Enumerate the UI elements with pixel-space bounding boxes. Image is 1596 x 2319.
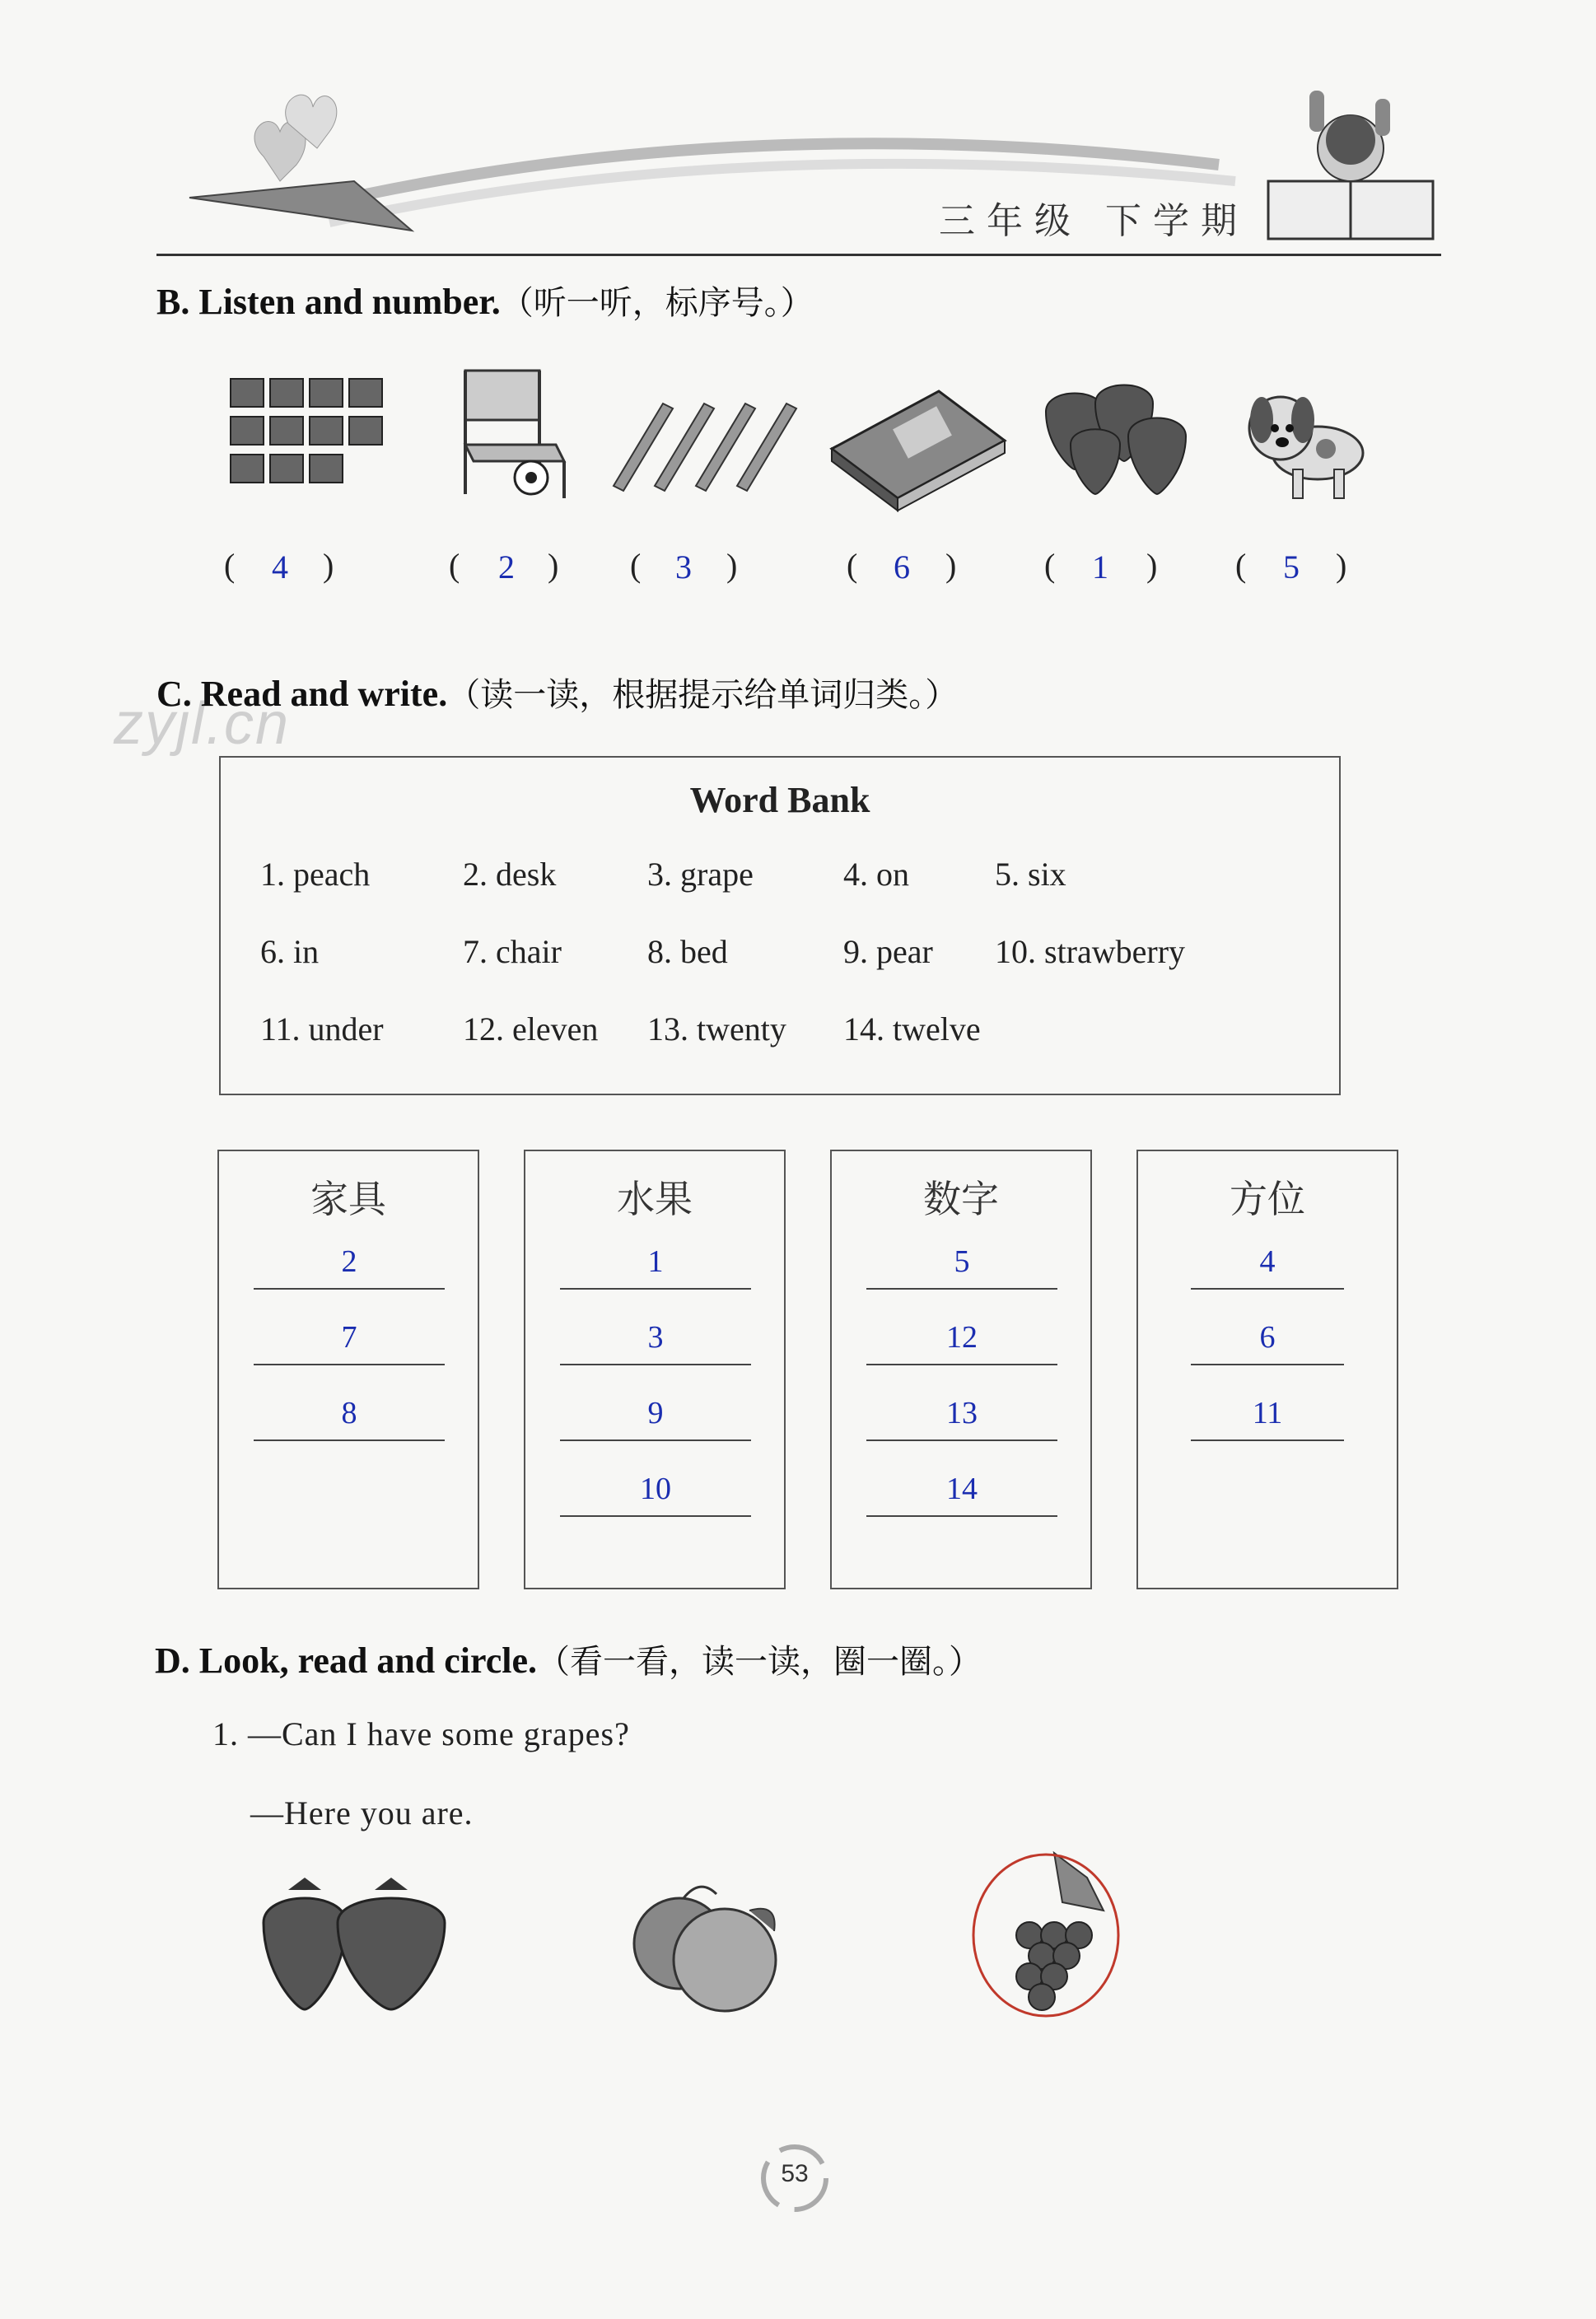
paren-close: ): [945, 547, 957, 584]
answer-line: [254, 1288, 445, 1290]
section-b-title-en: B. Listen and number.: [156, 282, 501, 322]
category-answer: 4: [1259, 1244, 1276, 1279]
question-1-line-1: 1. —Can I have some grapes?: [212, 1715, 630, 1752]
word-item: 10. strawberry: [995, 933, 1186, 970]
answer-line: [254, 1364, 445, 1365]
category-answer: 6: [1259, 1320, 1276, 1355]
paren-close: ): [1146, 547, 1158, 584]
question-1-line-2: —Here you are.: [250, 1794, 474, 1831]
section-b-title: [156, 277, 814, 324]
answer-line: [560, 1288, 751, 1290]
apples-icon[interactable]: [626, 1878, 799, 2018]
answer-line: [560, 1439, 751, 1441]
paren-close: ): [548, 547, 559, 584]
category-answer: 2: [341, 1244, 357, 1279]
answer-4: 6: [894, 548, 910, 586]
chair-with-ball-icon: [457, 362, 581, 511]
answer-2: 2: [498, 548, 515, 586]
balloon-icon: [254, 95, 337, 181]
category-answer: 9: [647, 1396, 664, 1430]
category-title: 家具: [310, 1177, 386, 1221]
answer-line: [866, 1364, 1057, 1365]
word-item: 14. twelve: [843, 1010, 981, 1048]
answer-line: [866, 1288, 1057, 1290]
word-item: 13. twenty: [647, 1010, 786, 1048]
paren-open: (: [630, 547, 642, 584]
paren-close: ): [726, 547, 738, 584]
category-answer: 3: [647, 1320, 664, 1355]
answer-3: 3: [675, 548, 692, 586]
word-item: 3. grape: [647, 856, 754, 893]
strawberries-icon: [1038, 379, 1202, 502]
word-bank-title: Word Bank: [689, 780, 870, 820]
pencils-icon: [605, 387, 803, 502]
category-answer: 7: [341, 1320, 357, 1355]
grapes-icon[interactable]: [964, 1836, 1128, 2018]
books-icon: [222, 362, 395, 511]
word-item: 5. six: [995, 856, 1066, 893]
word-item: 7. chair: [463, 933, 562, 970]
section-c-title-en: C. Read and write.: [156, 674, 448, 714]
answer-line: [1191, 1439, 1344, 1441]
category-answer: 12: [946, 1320, 978, 1355]
header-rule: [156, 254, 1441, 256]
category-box-position: [1136, 1150, 1398, 1589]
girl-reading-icon: [1268, 91, 1433, 239]
grade-label: 三年级 下学期: [939, 200, 1248, 242]
category-answer: 13: [946, 1396, 978, 1430]
paren-close: ): [1336, 547, 1347, 584]
paren-open: (: [1044, 547, 1056, 584]
section-d-title-cn: （看一看，读一读，圈一圈。）: [537, 1643, 982, 1681]
section-c-title-cn: （读一读，根据提示给单词归类。）: [447, 676, 959, 714]
category-answer: 11: [1252, 1396, 1283, 1430]
paren-open: (: [847, 547, 858, 584]
category-answer: 10: [640, 1472, 671, 1506]
paren-open: (: [1235, 547, 1247, 584]
answer-5: 1: [1092, 548, 1108, 586]
word-item: 4. on: [843, 856, 909, 893]
answer-line: [560, 1515, 751, 1517]
word-item: 2. desk: [463, 856, 557, 893]
section-d-title-en: D. Look, read and circle.: [155, 1640, 538, 1681]
section-d-title: [155, 1635, 982, 1682]
word-item: 11. under: [260, 1010, 384, 1048]
watermark: zyjl.cn: [114, 691, 291, 757]
word-item: 9. pear: [843, 933, 933, 970]
word-bank: [219, 756, 1341, 1095]
answer-1: 4: [272, 548, 288, 586]
storybook-icon: [824, 375, 1013, 515]
answer-line: [254, 1439, 445, 1441]
paren-open: (: [449, 547, 460, 584]
header-decoration: [165, 74, 1449, 264]
category-title: 水果: [617, 1177, 693, 1221]
word-item: 1. peach: [260, 856, 371, 893]
word-item: 6. in: [260, 933, 320, 970]
strawberries-icon[interactable]: [255, 1873, 453, 2022]
category-answer: 14: [946, 1472, 978, 1506]
category-title: 数字: [923, 1177, 999, 1221]
answer-line: [1191, 1288, 1344, 1290]
answer-line: [1191, 1364, 1344, 1365]
category-answer: 1: [647, 1244, 664, 1279]
section-c-title: [156, 669, 958, 716]
paren-close: ): [323, 547, 334, 584]
category-box-furniture: [217, 1150, 479, 1589]
category-answer: 5: [954, 1244, 970, 1279]
section-b-title-cn: （听一听，标序号。）: [500, 284, 814, 322]
answer-line: [866, 1515, 1057, 1517]
word-item: 12. eleven: [463, 1010, 599, 1048]
page-number: 53: [781, 2160, 809, 2187]
answer-line: [560, 1364, 751, 1365]
word-item: 8. bed: [647, 933, 728, 970]
answer-line: [866, 1439, 1057, 1441]
category-answer: 8: [341, 1396, 357, 1430]
dog-icon: [1235, 383, 1375, 506]
category-box-fruit: [524, 1150, 786, 1589]
category-box-numbers: [830, 1150, 1092, 1589]
category-title: 方位: [1230, 1177, 1305, 1221]
paren-open: (: [224, 547, 236, 584]
answer-6: 5: [1283, 548, 1300, 586]
